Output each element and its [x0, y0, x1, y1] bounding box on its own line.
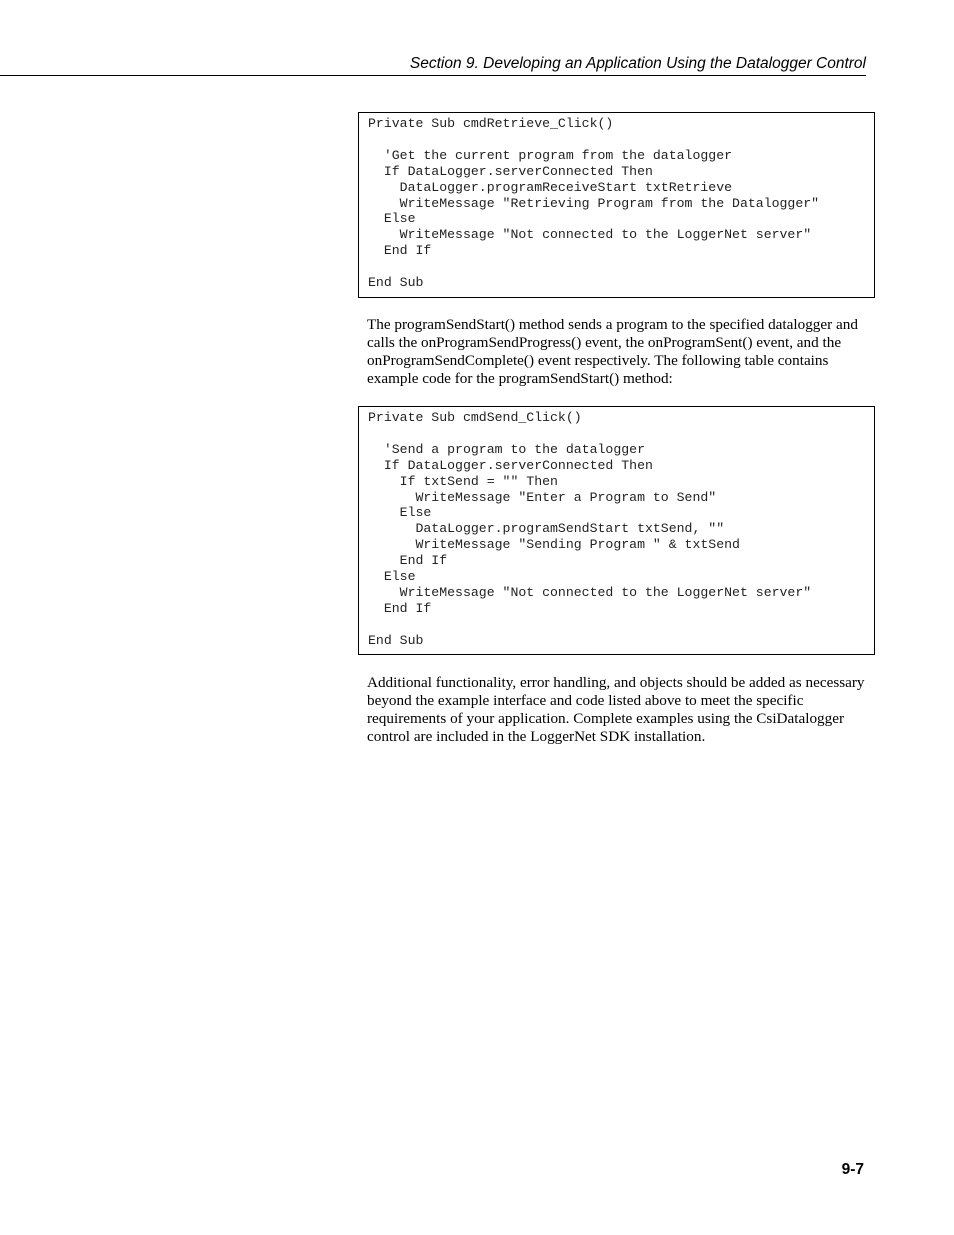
page-number: 9-7	[841, 1161, 864, 1178]
section-title: Section 9. Developing an Application Using the Datalogger Control	[409, 55, 866, 72]
paragraph-additional-functionality: Additional functionality, error handling, and objects should be added as necessary beyond the example interface and code listed above to meet the specific requirements of your application. Complete examples using the CsiDatalogger control are included in the LoggerNet SDK installation.	[367, 674, 865, 745]
header-rule	[0, 75, 866, 76]
paragraph-program-send-start: The programSendStart() method sends a program to the specified datalogger and calls the onProgramSendProgress() event, the onProgramSent() event, and the onProgramSendComplete() event respectively. The following table contains example code for the programSendStart() method:	[367, 316, 858, 387]
code-block-send	[358, 406, 875, 655]
page-header	[0, 54, 866, 76]
code-text: Private Sub cmdRetrieve_Click() 'Get the current program from the datalogger If DataLogger.serverConnected Then DataLogger.programReceiveStart txtRetrieve WriteMessage "Retrieving Program from the Datalogger" Else WriteMessage "Not connected to the LoggerNet server" End If End Sub	[368, 116, 820, 291]
code-text: Private Sub cmdSend_Click() 'Send a program to the datalogger If DataLogger.serverConnected Then If txtSend = "" Then WriteMessage "Enter a Program to Send" Else DataLogger.programSendStart txtSend, "" WriteMessage "Sending Program " & txtSend End If Else WriteMessage "Not connected to the LoggerNet server" End If End Sub	[368, 410, 812, 648]
code-block-retrieve	[358, 112, 875, 298]
